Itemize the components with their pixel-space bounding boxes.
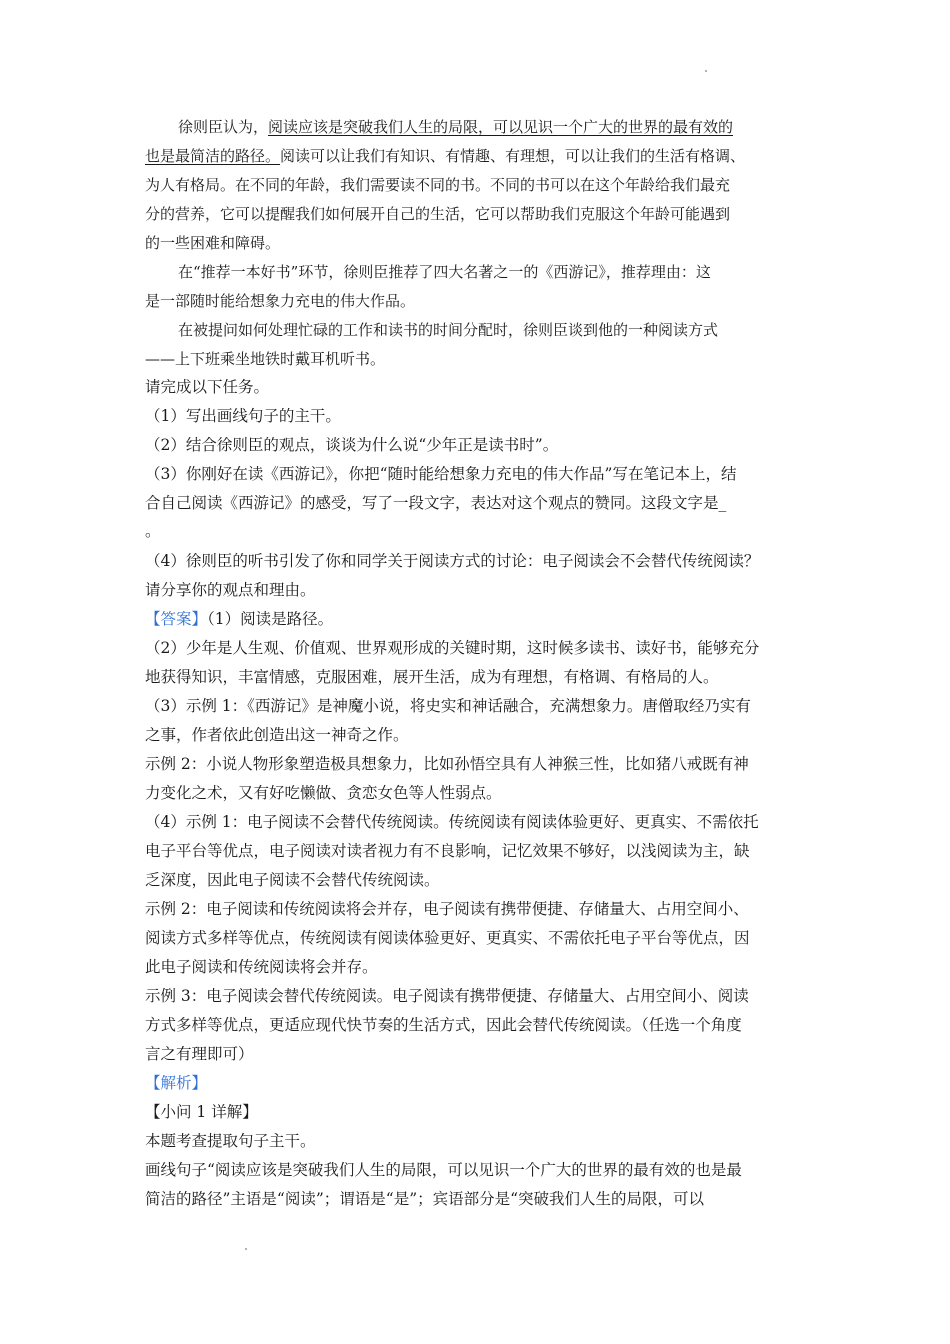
question-4: 请分享你的观点和理由。 (145, 581, 316, 599)
passage-line (178, 116, 733, 138)
question-1: （1）写出画线句子的主干。 (145, 407, 341, 425)
answer-4: （4）示例 1：电子阅读不会替代传统阅读。传统阅读有阅读体验更好、更真实、不需依托 (145, 813, 759, 831)
passage-line: 分的营养，它可以提醒我们如何展开自己的生活，它可以帮助我们克服这个年龄可能遇到 (145, 205, 731, 223)
scan-dot (245, 1248, 247, 1250)
scan-dot (705, 70, 707, 72)
passage-line: 是一部随时能给想象力充电的伟大作品。 (145, 292, 416, 310)
analysis-text: 本题考查提取句子主干。 (145, 1132, 316, 1150)
answer-4: 示例 2：电子阅读和传统阅读将会并存，电子阅读有携带便捷、存储量大、占用空间小、 (145, 900, 749, 918)
answer-4: 示例 3：电子阅读会替代传统阅读。电子阅读有携带便捷、存储量大、占用空间小、阅读 (145, 987, 749, 1005)
answer-3: 之事，作者依此创造出这一神奇之作。 (145, 726, 409, 744)
answer-4: 此电子阅读和传统阅读将会并存。 (145, 958, 378, 976)
answer-4: 乏深度，因此电子阅读不会替代传统阅读。 (145, 871, 440, 889)
answer-3: 示例 2：小说人物形象塑造极具想象力，比如孙悟空具有人神猴三性，比如猪八戒既有神 (145, 755, 749, 773)
underlined-sentence: 也是最简洁的路径。 (145, 147, 281, 165)
analysis-tag: 【解析】 (145, 1074, 208, 1092)
subquestion-heading: 【小问 1 详解】 (145, 1103, 258, 1121)
question-3: 合自己阅读《西游记》的感受，写了一段文字，表达对这个观点的赞同。这段文字是_ (145, 494, 727, 512)
task-intro: 请完成以下任务。 (145, 378, 270, 396)
answer-4: 电子平台等优点，电子阅读对读者视力有不良影响，记忆效果不够好，以浅阅读为主，缺 (145, 842, 750, 860)
passage-text: 阅读可以让我们有知识、有情趣、有理想，可以让我们的生活有格调、 (280, 147, 746, 165)
answer-4: 言之有理即可） (145, 1045, 254, 1063)
answer-4: 方式多样等优点，更适应现代快节奏的生活方式，因此会替代传统阅读。（任选一个角度 (145, 1016, 742, 1034)
underlined-sentence: 阅读应该是突破我们人生的局限，可以见识一个广大的世界的最有效的 (268, 118, 734, 136)
question-3: （3）你刚好在读《西游记》，你把“随时能给想象力充电的伟大作品”写在笔记本上，结 (145, 465, 737, 483)
answer-3: 力变化之术，又有好吃懒做、贪恋女色等人性弱点。 (145, 784, 502, 802)
passage-line: 的一些困难和障碍。 (145, 234, 281, 252)
question-3: 。 (145, 522, 161, 540)
answer-tag: 【答案】 (145, 610, 208, 628)
passage-line: 在“推荐一本好书”环节，徐则臣推荐了四大名著之一的《西游记》，推荐理由：这 (178, 263, 711, 281)
question-4: （4）徐则臣的听书引发了你和同学关于阅读方式的讨论：电子阅读会不会替代传统阅读？ (145, 552, 760, 570)
analysis-text: 画线句子“阅读应该是突破我们人生的局限，可以见识一个广大的世界的最有效的也是最 (145, 1161, 742, 1179)
answer-1: （1）阅读是路径。 (207, 610, 334, 628)
passage-line: 为人有格局。在不同的年龄，我们需要读不同的书。不同的书可以在这个年龄给我们最充 (145, 176, 731, 194)
answer-3: （3）示例 1：《西游记》是神魔小说，将史实和神话融合，充满想象力。唐僧取经乃实有 (145, 697, 751, 715)
passage-line (145, 145, 745, 167)
answer-2: （2）少年是人生观、价值观、世界观形成的关键时期，这时候多读书、读好书，能够充分 (145, 639, 760, 657)
analysis-text: 简洁的路径”主语是“阅读”；谓语是“是”；宾语部分是“突破我们人生的局限，可以 (145, 1190, 705, 1208)
answer-2: 地获得知识，丰富情感，克服困难，展开生活，成为有理想，有格调、有格局的人。 (145, 668, 719, 686)
passage-line: ——上下班乘坐地铁时戴耳机听书。 (145, 350, 386, 368)
answer-line (145, 608, 333, 630)
question-2: （2）结合徐则臣的观点，谈谈为什么说“少年正是读书时”。 (145, 436, 559, 454)
answer-4: 阅读方式多样等优点，传统阅读有阅读体验更好、更真实、不需依托电子平台等优点，因 (145, 929, 750, 947)
passage-line: 在被提问如何处理忙碌的工作和读书的时间分配时，徐则臣谈到他的一种阅读方式 (178, 321, 719, 339)
passage-text: 徐则臣认为， (178, 118, 269, 136)
